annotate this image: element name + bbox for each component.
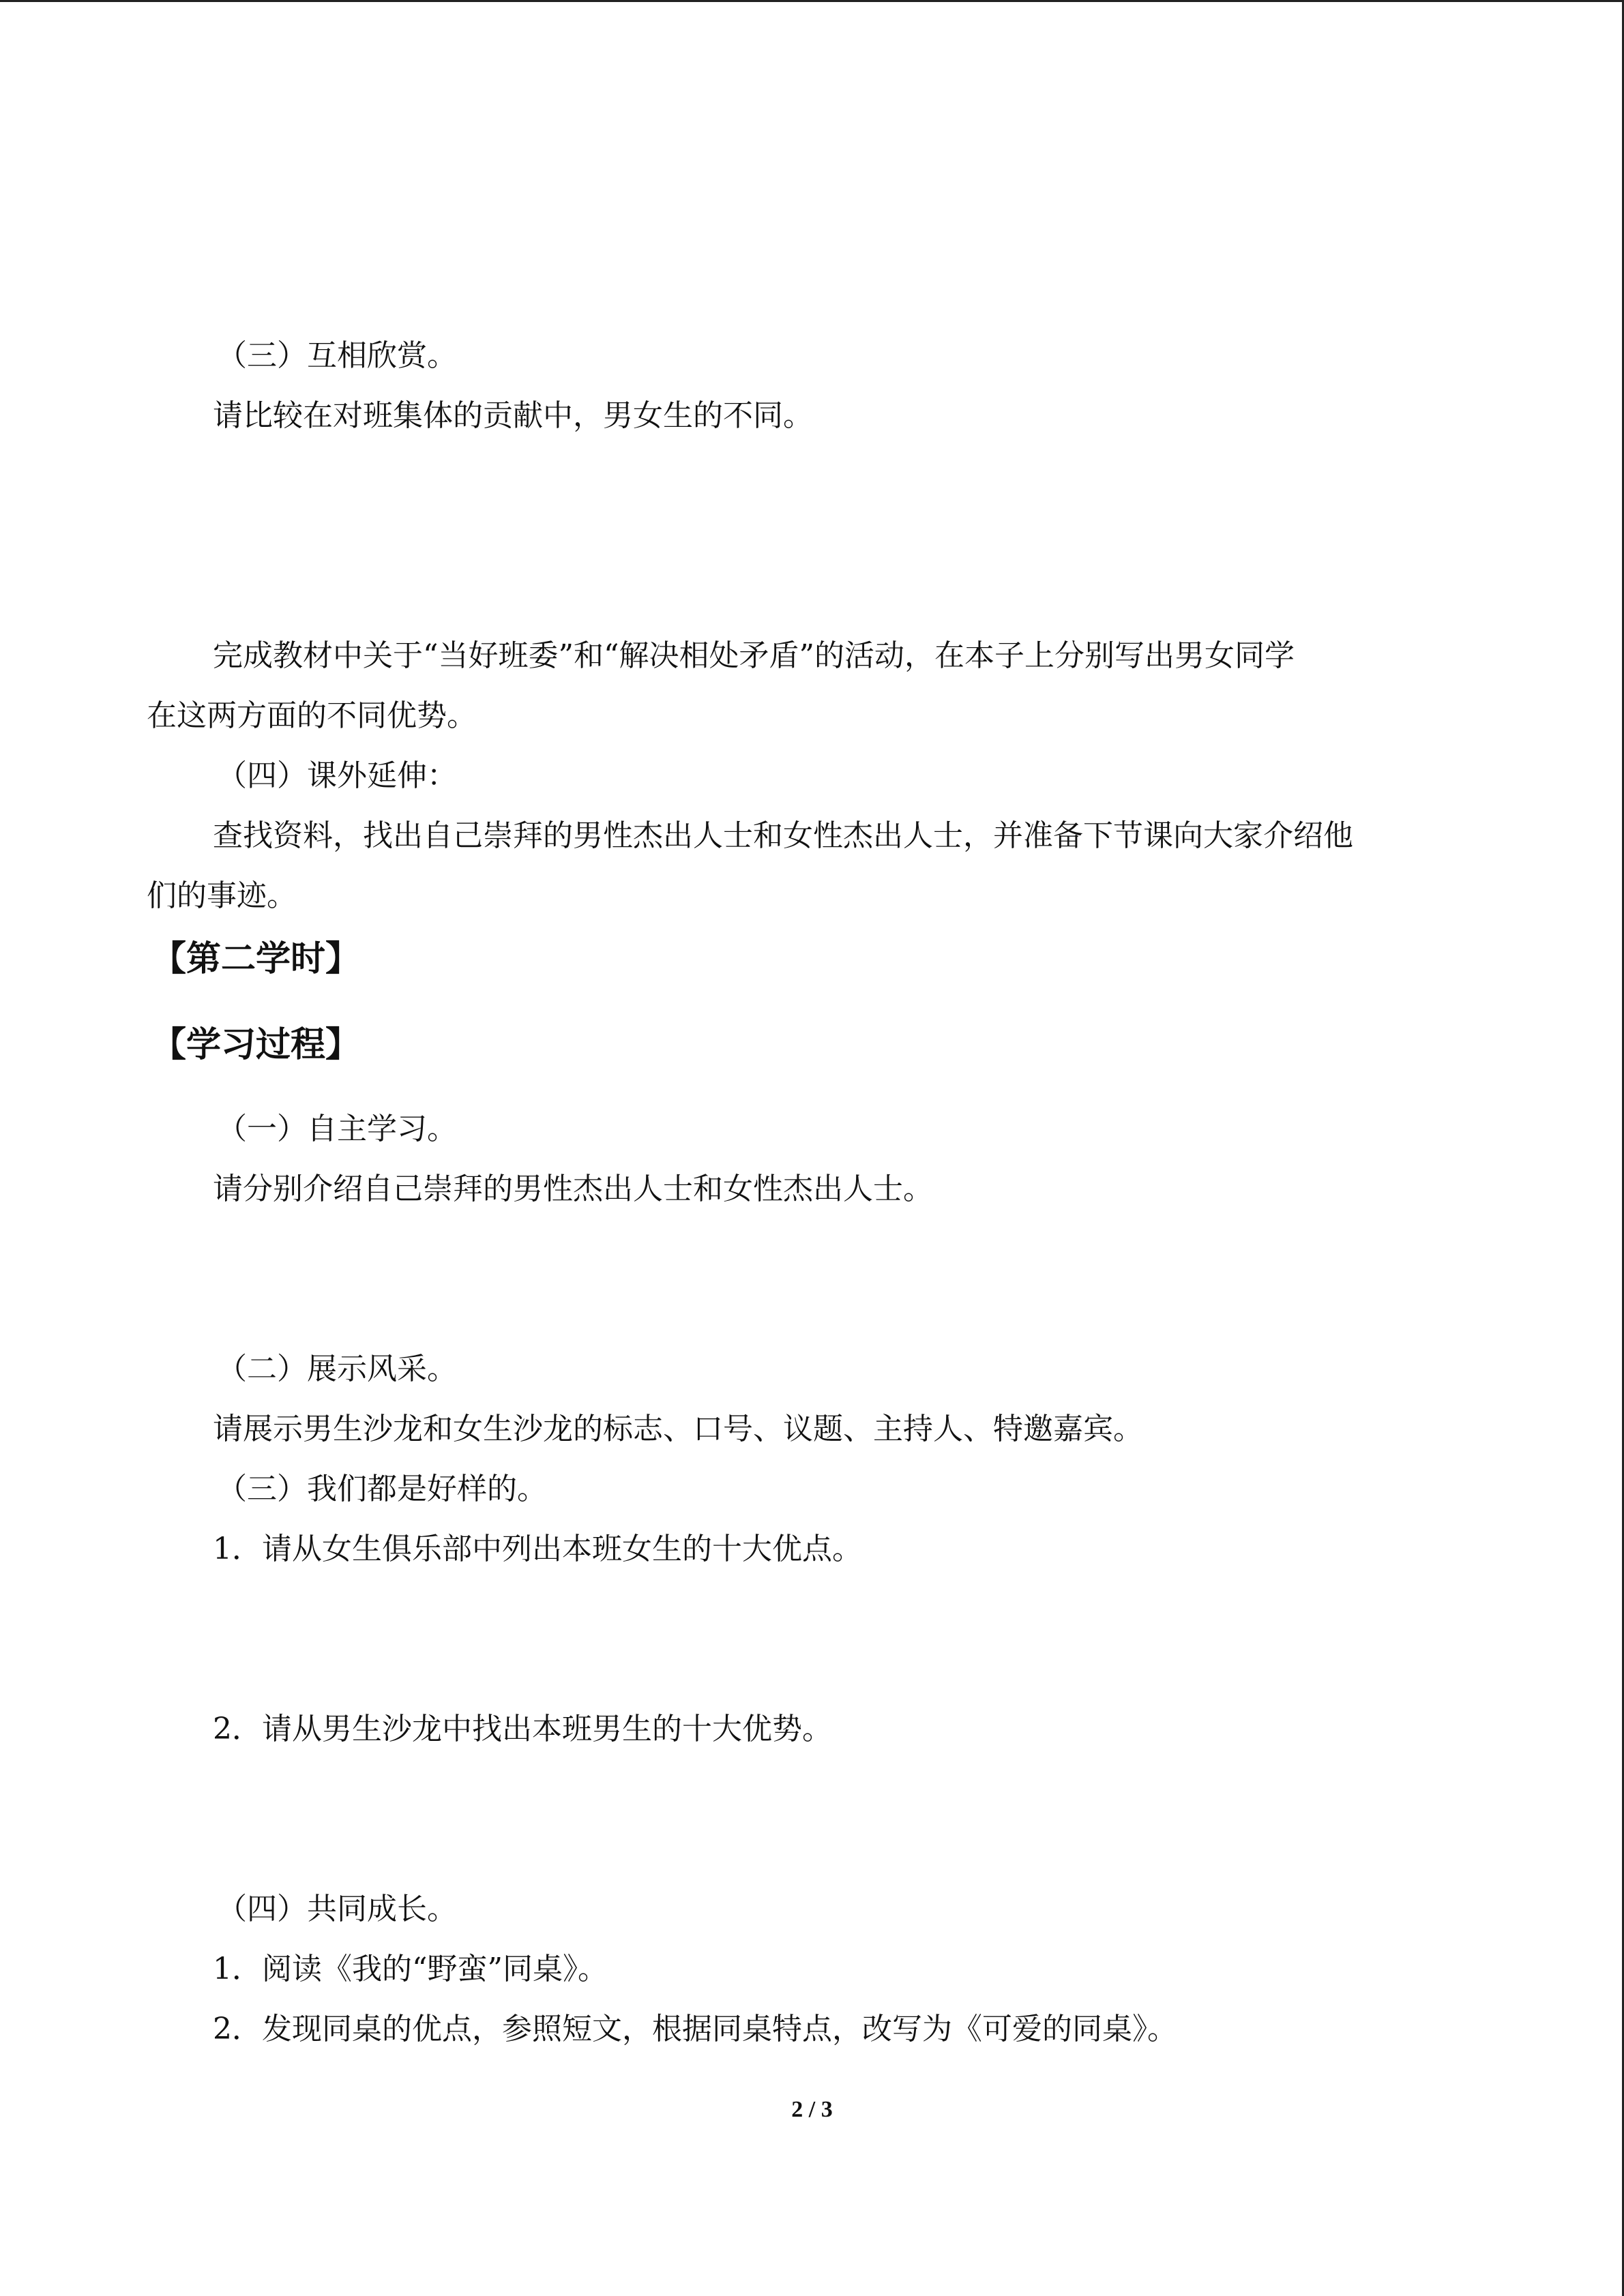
section-title-showcase: （二）展示风采。 (217, 1352, 457, 1386)
section-title-all-great: （三）我们都是好样的。 (217, 1472, 547, 1506)
list-item-rewrite-story: 2．发现同桌的优点，参照短文，根据同桌特点，改写为《可爱的同桌》。 (213, 2012, 1177, 2046)
extension-text-line1: 查找资料，找出自己崇拜的男性杰出人士和女性杰出人士，并准备下节课向大家介绍他 (213, 818, 1353, 853)
extension-text-line2: 们的事迹。 (147, 878, 297, 913)
list-item-read-story: 1．阅读《我的“野蛮”同桌》。 (213, 1952, 608, 1986)
self-study-prompt: 请分别介绍自己崇拜的男性杰出人士和女性杰出人士。 (213, 1172, 933, 1206)
section-title-appreciate: （三）互相欣赏。 (217, 338, 457, 373)
list-item-boys-strengths: 2．请从男生沙龙中找出本班男生的十大优势。 (213, 1712, 832, 1746)
section-title-self-study: （一）自主学习。 (217, 1112, 457, 1146)
heading-learning-process: 【学习过程】 (151, 1025, 361, 1065)
showcase-prompt: 请展示男生沙龙和女生沙龙的标志、口号、议题、主持人、特邀嘉宾。 (213, 1412, 1143, 1446)
section-title-grow-together: （四）共同成长。 (217, 1892, 457, 1926)
prompt-compare-contribution: 请比较在对班集体的贡献中，男女生的不同。 (213, 398, 813, 433)
heading-second-period: 【第二学时】 (151, 939, 361, 979)
section-title-extension: （四）课外延伸： (217, 758, 457, 793)
activity-text-line1: 完成教材中关于“当好班委”和“解决相处矛盾”的活动，在本子上分别写出男女同学 (213, 638, 1295, 673)
page-number: 2 / 3 (791, 2097, 833, 2122)
list-item-girls-strengths: 1．请从女生俱乐部中列出本班女生的十大优点。 (213, 1532, 862, 1566)
activity-text-line2: 在这两方面的不同优势。 (147, 698, 477, 733)
